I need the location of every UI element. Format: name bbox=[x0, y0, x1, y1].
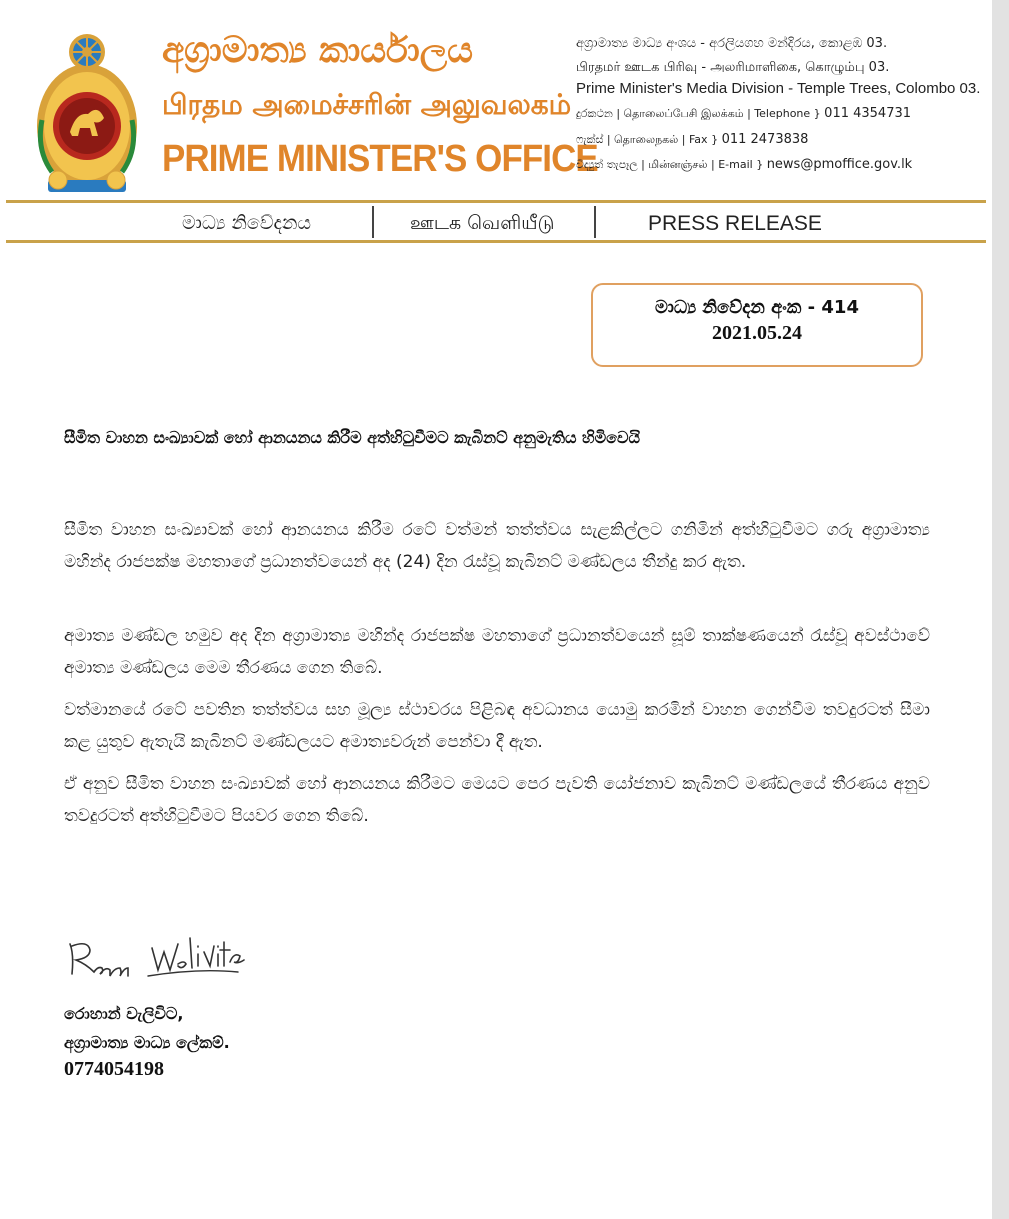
header-rule-top bbox=[6, 200, 986, 203]
address-english: Prime Minister's Media Division - Temple Trees, Colombo 03. bbox=[576, 80, 981, 97]
body-paragraph: වත්මානයේ රටේ පවතින තත්ත්වය සහ මූල්‍ය ස්ථාවරය පිළිබඳ අවධානය යොමු කරමින් වාහන ගෙන්වීම තවදුරටත් සීමා කළ යුතුව ඇතැයි කැබිනට් මණ්ඩලයට අමාත්‍යවරුන් පෙන්වා දී ඇත. bbox=[64, 700, 930, 752]
office-title-english: PRIME MINISTER'S OFFICE bbox=[162, 138, 598, 180]
telephone-number: 011 4354731 bbox=[824, 106, 912, 121]
band-divider bbox=[372, 206, 374, 238]
header-rule-bottom bbox=[6, 240, 986, 243]
handwritten-signature bbox=[64, 930, 274, 986]
release-date: 2021.05.24 bbox=[712, 322, 802, 344]
fax-label: ෆැක්ස් | தொலைநகல் | Fax bbox=[576, 133, 708, 146]
band-divider bbox=[594, 206, 596, 238]
band-label-tamil: ஊடக வெளியீடு bbox=[410, 212, 555, 234]
release-number-box bbox=[591, 283, 923, 367]
telephone-label: දුරකථන | தொலைப்பேசி இலக்கம் | Telephone bbox=[576, 107, 811, 120]
address-tamil: பிரதமர் ஊடக பிரிவு - அலரிமாளிகை, கொழும்பு 03. bbox=[576, 60, 890, 75]
body-paragraph: සීමිත වාහන සංඛ්‍යාවක් හෝ ආනයනය කිරීම රටේ වත්මන් තත්ත්වය සැළකිල්ලට ගනිමින් අත්හිටුවීමට ගරු අග්‍රාමාත්‍ය මහින්ද රාජපක්ෂ මහතාගේ ප්‍රධානත්වයෙන් අද (24) දින රැස්වූ කැබිනට් මණ්ඩලය තීන්දු කර ඇත. bbox=[64, 520, 930, 572]
email-address: news@pmoffice.gov.lk bbox=[766, 157, 913, 172]
body-paragraph: ඒ අනුව සීමිත වාහන සංඛ්‍යාවක් හෝ ආනයනය කිරීමට මෙයට පෙර පැවති යෝජනාව කැබිනට් මණ්ඩලයේ තීරණය අනුව තවදුරටත් අත්හිටුවීමට පියවර ගෙන තිබේ. bbox=[64, 774, 930, 826]
band-label-sinhala: මාධ්‍ය නිවේදනය bbox=[182, 212, 312, 234]
sri-lanka-emblem-icon bbox=[30, 30, 144, 198]
signatory-phone: 0774054198 bbox=[64, 1058, 164, 1080]
signatory-title: අග්‍රාමාත්‍ය මාධ්‍ය ලේකම්. bbox=[64, 1033, 230, 1052]
office-title-tamil: பிரதம அமைச்சரின் அலுவலகம் bbox=[162, 88, 572, 121]
page-edge bbox=[992, 0, 1009, 1219]
signatory-name: රොහාන් වැලිවිට, bbox=[64, 1004, 184, 1023]
band-label-english: PRESS RELEASE bbox=[648, 212, 822, 235]
email-label: විද්‍යුත් තැපෑල | மின்னஞ்சல் | E-mail bbox=[576, 158, 753, 171]
brace-icon: } bbox=[756, 158, 767, 171]
telephone-row bbox=[576, 106, 911, 122]
brace-icon: } bbox=[813, 107, 825, 120]
office-title-sinhala: අග්‍රාමාත්‍ය කාර්යාලය bbox=[162, 30, 474, 71]
fax-row bbox=[576, 132, 808, 148]
release-number: මාධ්‍ය නිවේදන අංක - 414 bbox=[655, 297, 859, 318]
brace-icon: } bbox=[711, 133, 722, 146]
headline: සීමිත වාහන සංඛ්‍යාවක් හෝ ආනයනය කිරීම අත්හිටුවීමට කැබිනට් අනුමැතිය හිමිවෙයි bbox=[64, 428, 641, 447]
fax-number: 011 2473838 bbox=[721, 132, 809, 147]
body-paragraph: අමාත්‍ය මණ්ඩල හමුව අද දින අග්‍රාමාත්‍ය මහින්ද රාජපක්ෂ මහතාගේ ප්‍රධානත්වයෙන් සූම් තාක්ෂණයෙන් රැස්වූ අවස්ථාවේ අමාත්‍ය මණ්ඩලය මෙම තීරණය ගෙන තිබේ. bbox=[64, 626, 930, 678]
address-sinhala: අග්‍රාමාත්‍ය මාධ්‍ය අංශය - අරලියගහ මන්දිරය, කොළඹ 03. bbox=[576, 36, 888, 51]
email-row bbox=[576, 157, 912, 173]
